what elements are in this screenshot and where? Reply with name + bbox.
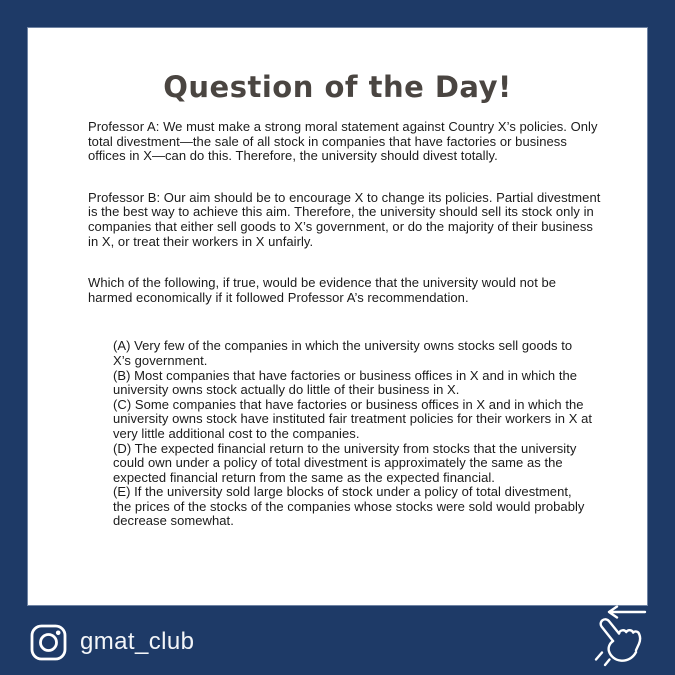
choice-a: (A) Very few of the companies in which the university owns stocks sell goods to X’s government.	[113, 338, 573, 368]
professor-b-statement: Professor B: Our aim should be to encourage X to change its policies. Partial divestment is the best way to achieve this aim. Therefore, the university should sell its stock only in companies that either sell goods to X’s government, or do the majority of their business in X, or treat their workers in X unfairly.	[88, 189, 601, 249]
professor-a-statement: Professor A: We must make a strong moral statement against Country X’s policies. Only total divestment—the sale of all stock in companies that have factories or business offices in X—can do this. Therefore, the university should divest totally.	[88, 119, 598, 164]
footer-handle-row	[30, 622, 194, 662]
question-stem: Which of the following, if true, would be evidence that the university would not be harmed economically if it followed Professor A’s recommendation.	[88, 275, 557, 305]
question-body	[88, 120, 601, 529]
answer-choices	[113, 339, 593, 529]
choice-b: (B) Most companies that have factories or business offices in X and in which the university owns stock actually do little of their business in X.	[113, 367, 578, 398]
swipe-hand-icon	[589, 616, 647, 673]
question-card	[28, 28, 647, 605]
choice-d: (D) The expected financial return to the university from stocks that the university could own under a policy of total divestment is approximately the same as the expected financial return from the same as the expected financial.	[113, 440, 577, 485]
instagram-handle: gmat_club	[80, 628, 195, 655]
choice-c: (C) Some companies that have factories or business offices in X and in which the university owns stock have instituted fair treatment policies for their workers in X at very little additional cost to the companies.	[113, 396, 593, 441]
page-title: Question of the Day!	[163, 70, 512, 104]
instagram-icon	[30, 624, 67, 661]
choice-e: (E) If the university sold large blocks of stock under a policy of total divestment, the prices of the stocks of the companies whose stocks were sold would probably decrease somewhat.	[113, 484, 585, 529]
swipe-indicator	[589, 603, 651, 669]
